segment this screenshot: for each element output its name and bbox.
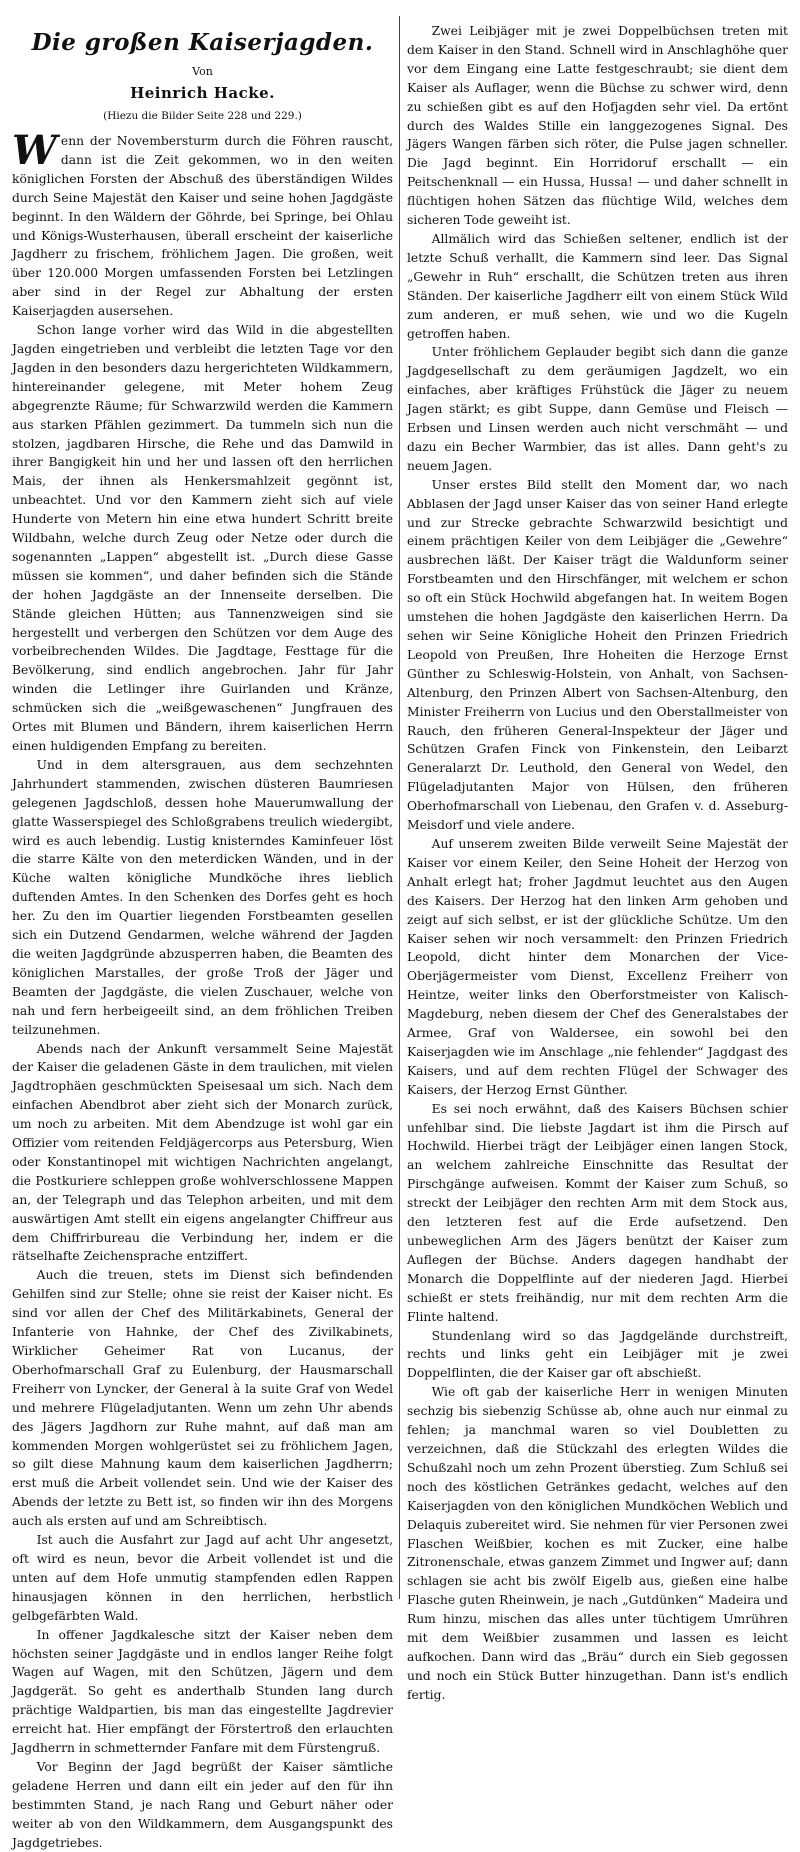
left-column	[12, 22, 393, 1850]
paragraph: Schon lange vorher wird das Wild in die abgestellten Jagden eingetrieben und verbleibt die letzten Tage vor den Jagden in den besonders dazu hergerichteten Wildkammern, hintereinander gelegene, mit Meter hohem Zeug abgegrenzte Räume; für Schwarzwild werden die Kammern aus starken Pfählen gezimmert. Da tummeln sich nun die stolzen, jagdbaren Hirsche, die Rehe und das Damwild in ihrer Bangigkeit hin und her und lassen oft den herrlichen Mais, der ihnen als Henkersmahlzeit gegönnt ist, unbeachtet. Und vor den Kammern zieht sich auf viele Hunderte von Metern hin eine etwa hundert Schritt breite Wildbahn, welche durch Zeug oder Netze oder durch die sogenannten „Lappen“ abgestellt ist. „Durch diese Gasse müssen sie kommen“, und daher befinden sich die Stände der hohen Jagdgäste an der Innenseite derselben. Die Stände gleichen Hütten; aus Tannenzweigen sind sie hergestellt und verbergen den Schützen vor dem Auge des vorbeibrechenden Wildes. Die Jagdtage, Festtage für die Bevölkerung, sind endlich angebrochen. Jahr für Jahr winden die Letlinger ihre Guirlanden und Kränze, schmücken sich die „weißgewaschenen“ Jungfrauen des Ortes mit Blumen und Bändern, ihrem kaiserlichen Herrn einen huldigenden Empfang zu bereiten.	[12, 323, 393, 753]
paragraph: Vor Beginn der Jagd begrüßt der Kaiser sämtliche geladene Herren und dann eilt ein jeder auf den für ihn bestimmten Stand, je nach Rang und Geburt näher oder weiter ab von den Wildkammern, dem Ausgangspunkt des Jagdgetriebes.	[12, 1759, 393, 1850]
paragraph: Auch die treuen, stets im Dienst sich befindenden Gehilfen sind zur Stelle; ohne sie reist der Kaiser nicht. Es sind vor allen der Chef des Militärkabinets, General der Infanterie von Hahnke, der Chef des Zivilkabinets, Wirklicher Geheimer Rat von Lucanus, der Oberhofmarschall Graf zu Eulenburg, der Hausmarschall Freiherr von Lyncker, der General à la suite Graf von Wedel und mehrere Flügeladjutanten. Wenn um zehn Uhr abends des Jägers Jagdhorn zur Ruhe mahnt, auf daß man am kommenden Morgen wohlgerüstet sei zu fröhlichem Jagen, so gilt diese Mahnung kaum dem kaiserlichen Jagdherrn; erst muß die Arbeit vollendet sein. Und wie der Kaiser des Abends der letzte zu Bett ist, so finden wir ihn des Morgens auch als ersten auf und am Schreibtisch.	[12, 1268, 393, 1529]
paragraph: Abends nach der Ankunft versammelt Seine Majestät der Kaiser die geladenen Gäste in dem traulichen, mit vielen Jagdtrophäen geschmückten Speisesaal um sich. Nach dem einfachen Abendbrot aber zieht sich der Monarch zurück, um noch zu arbeiten. Mit dem Abendzuge ist wohl gar ein Offizier vom reitenden Feldjägercorps aus Petersburg, Wien oder Konstantinopel mit wichtigen Nachrichten angelangt, die Postkuriere schleppen große wohlverschlossene Mappen an, der Telegraph und das Telephon arbeiten, und mit dem auswärtigen Amt stellt ein eigens angelangter Chiffreur aus dem Chiffrirbureau die Verbindung her, indem er die rätselhafte Zeichensprache entziffert.	[12, 1041, 393, 1264]
paragraph: Wie oft gab der kaiserliche Herr in wenigen Minuten sechzig bis siebenzig Schüsse ab, ohne auch nur einmal zu fehlen; ja manchmal waren so viel Doubletten zu verzeichnen, daß die Stückzahl des erlegten Wildes die Schußzahl noch um zehn Prozent überstieg. Zum Schluß sei noch des köstlichen Getränkes gedacht, welches auf den Kaiserjagden von den königlichen Mundköchen Weblich und Delaquis zubereitet wird. Sie nehmen für vier Personen zwei Flaschen Weißbier, kochen es mit Zucker, eine halbe Zitronenschale, etwas ganzem Zimmet und Ingwer auf; dann schlagen sie acht bis zwölf Eigelb aus, gießen eine halbe Flasche guten Rheinwein, je nach „Gutdünken“ Madeira und Rum hinzu, mischen das alles unter tüchtigem Umrühren mit dem Weißbier zusammen und lassen es leicht aufkochen. Dann wird das „Bräu“ durch ein Sieb gegossen und noch ein Stück Butter hinzugethan. Dann ist's endlich fertig.	[407, 1385, 788, 1702]
paragraph: Und in dem altersgrauen, aus dem sechzehnten Jahrhundert stammenden, zwischen düsteren Baumriesen gelegenen Jagdschloß, dessen hohe Mauerumwallung der glatte Wasserspiegel des Schloßgrabens treulich wiedergibt, wird es auch lebendig. Lustig knisterndes Kaminfeuer löst die starre Kälte von den meterdicken Wänden, und in der Küche walten königliche Mundköche ihres lieblich duftenden Amtes. In den Schenken des Dorfes geht es hoch her. Zu den im Quartier liegenden Forstbeamten gesellen sich ein Dutzend Gendarmen, welche während der Jagden die weiten Jagdgründe abzusperren haben, die Beamten des königlichen Marstalles, der große Troß der Jäger und Beamten der Jagdgäste, die vielen Zuschauer, welche von nah und fern herbeigeeilt sind, an dem fröhlichen Treiben teilzunehmen.	[12, 757, 393, 1037]
paragraph: Unter fröhlichem Geplauder begibt sich dann die ganze Jagdgesellschaft zu dem geräumigen Jagdzelt, wo ein einfaches, aber kräftiges Frühstück die Jäger zu neuem Jagen stärkt; es gibt Suppe, dann Gemüse und Fleisch — Erbsen und Linsen werden auch nicht verschmäht — und dazu ein Becher Warmbier, das ist alles. Dann geht's zu neuem Jagen.	[407, 345, 788, 473]
paragraph	[12, 127, 393, 321]
paragraph-text: enn der Novembersturm durch die Föhren rauscht, dann ist die Zeit gekommen, wo in den weiten königlichen Forsten der Abschuß des überständigen Wildes durch Seine Majestät den Kaiser und seine hohen Jagdgäste beginnt. In den Wäldern der Göhrde, bei Springe, bei Ohlau und Königs-Wusterhausen, überall erscheint der kaiserliche Jagdherr zu frischem, fröhlichem Jagen. Die großen, weit über 120.000 Morgen umfassenden Forsten bei Letzlingen aber sind in der Regel zur Abhaltung der ersten Kaiserjagden ausersehen.	[12, 134, 393, 319]
article-author: Heinrich Hacke.	[130, 84, 275, 102]
byline-von: Von	[192, 65, 213, 78]
paragraph: Zwei Leibjäger mit je zwei Doppelbüchsen treten mit dem Kaiser in den Stand. Schnell wird in Anschlaghöhe quer vor dem Eingang eine Latte festgeschraubt; sie dient dem Kaiser als Auflager, wenn die Büchse zu schwer wird, denn zu schießen gibt es auf den Hofjagden sehr viel. Da ertönt durch des Waldes Stille ein langgezogenes Signal. Des Jägers Wangen färben sich röter, die Pulse jagen schneller. Die Jagd beginnt. Ein Horridoruf erschallt — ein Peitschenknall — ein Hussa, Hussa! — und daher schnellt in flüchtigen hohen Sätzen das flüchtige Wild, welches dem sicheren Tode geweiht ist.	[407, 24, 788, 228]
column-divider	[399, 16, 400, 1599]
paragraph: Stundenlang wird so das Jagdgelände durchstreift, rechts und links geht ein Leibjäger mit je zwei Doppelflinten, die der Kaiser gar oft abschießt.	[407, 1328, 788, 1381]
paragraph: Allmälich wird das Schießen seltener, endlich ist der letzte Schuß verhallt, die Kammern sind leer. Das Signal „Gewehr in Ruh“ erschallt, die Schützen treten aus ihren Ständen. Der kaiserliche Jagdherr eilt von einem Stück Wild zum anderen, er muß sehen, wie und wo die Kugeln getroffen haben.	[407, 231, 788, 341]
paragraph: In offener Jagdkalesche sitzt der Kaiser neben dem höchsten seiner Jagdgäste und in endlos langer Reihe folgt Wagen auf Wagen, mit den Schützen, Jägern und dem Jagdgerät. So geht es anderthalb Stunden lang durch prächtige Waldpartien, bis man das eingestellte Jagdrevier erreicht hat. Hier empfängt der Förstertroß den erlauchten Jagdherrn in schmetternder Fanfare mit dem Fürstengruß.	[12, 1627, 393, 1756]
paragraph: Es sei noch erwähnt, daß des Kaisers Büchsen schier unfehlbar sind. Die liebste Jagdart ist ihm die Pirsch auf Hochwild. Hierbei trägt der Leibjäger einen langen Stock, an welchem zahlreiche Einschnitte das Resultat der Pirschgänge aufweisen. Kommt der Kaiser zum Schuß, so streckt der Leibjäger den rechten Arm mit dem Stock aus, den letzteren fest auf die Erde aufsetzend. Den unbeweglichen Arm des Jägers benützt der Kaiser zum Auflegen der Büchse. Anders dagegen handhabt der Monarch die Doppelflinte auf der niederen Jagd. Hierbei schießt er stets freihändig, nur mit dem rechten Arm die Flinte haltend.	[407, 1101, 788, 1324]
paragraph: Auf unserem zweiten Bilde verweilt Seine Majestät der Kaiser vor einem Keiler, den Seine Hoheit der Herzog von Anhalt erlegt hat; froher Jagdmut leuchtet aus den Augen des Kaisers. Der Herzog hat den linken Arm gehoben und zeigt auf sich selbst, er ist der glückliche Schütze. Um den Kaiser sehen wir noch versammelt: den Prinzen Friedrich Leopold, dicht hinter dem Monarchen der Vice-Oberjägermeister vom Dienst, Excellenz Freiherr von Heintze, weiter links den Oberforstmeister von Kalisch-Magdeburg, neben diesem der Chef des Generalstabes der Armee, Graf von Waldersee, ein sowohl bei den Kaiserjagden wie im Anschlage „nie fehlender“ Jagdgast des Kaisers, und auf dem rechten Flügel der Schwager des Kaisers, der Herzog Ernst Günther.	[407, 836, 788, 1097]
drop-cap: W	[12, 127, 57, 174]
article-title: Die großen Kaiserjagden.	[31, 29, 374, 56]
paragraph: Ist auch die Ausfahrt zur Jagd auf acht Uhr angesetzt, oft wird es neun, bevor die Arbeit vollendet ist und die unten auf dem Hofe unmutig stampfenden edlen Rappen hinausjagen können in den herrlichen, herbstlich gelbgefärbten Wald.	[12, 1533, 393, 1623]
paragraph: Unser erstes Bild stellt den Moment dar, wo nach Abblasen der Jagd unser Kaiser das von seiner Hand erlegte und zur Strecke gebrachte Schwarzwild besichtigt und einem prächtigen Keiler von dem Leibjäger die „Gewehre“ ausbrechen läßt. Der Kaiser trägt die Waldunform seiner Forstbeamten und den Hirschfänger, mit welchem er schon so oft ein Stück Hochwild abgefangen hat. In weitem Bogen umstehen die hohen Jagdgäste den kaiserlichen Herrn. Da sehen wir Seine Königliche Hoheit den Prinzen Friedrich Leopold von Preußen, Ihre Hoheiten die Herzoge Ernst Günther zu Schleswig-Holstein, von Anhalt, von Sachsen-Altenburg, den Prinzen Albert von Sachsen-Altenburg, den Minister Freiherrn von Lucius und den Oberstallmeister von Rauch, den früheren General-Inspekteur der Jäger und Schützen Grafen Finck von Finkenstein, den Leibarzt Generalarzt Dr. Leuthold, den General von Wedel, den Flügeladjutanten Major von Hülsen, den früheren Oberhofmarschall von Liebenau, den Grafen v. d. Asseburg-Meisdorf und viele andere.	[407, 477, 788, 833]
right-column	[407, 22, 788, 1702]
illustration-note: (Hiezu die Bilder Seite 228 und 229.)	[103, 110, 302, 122]
